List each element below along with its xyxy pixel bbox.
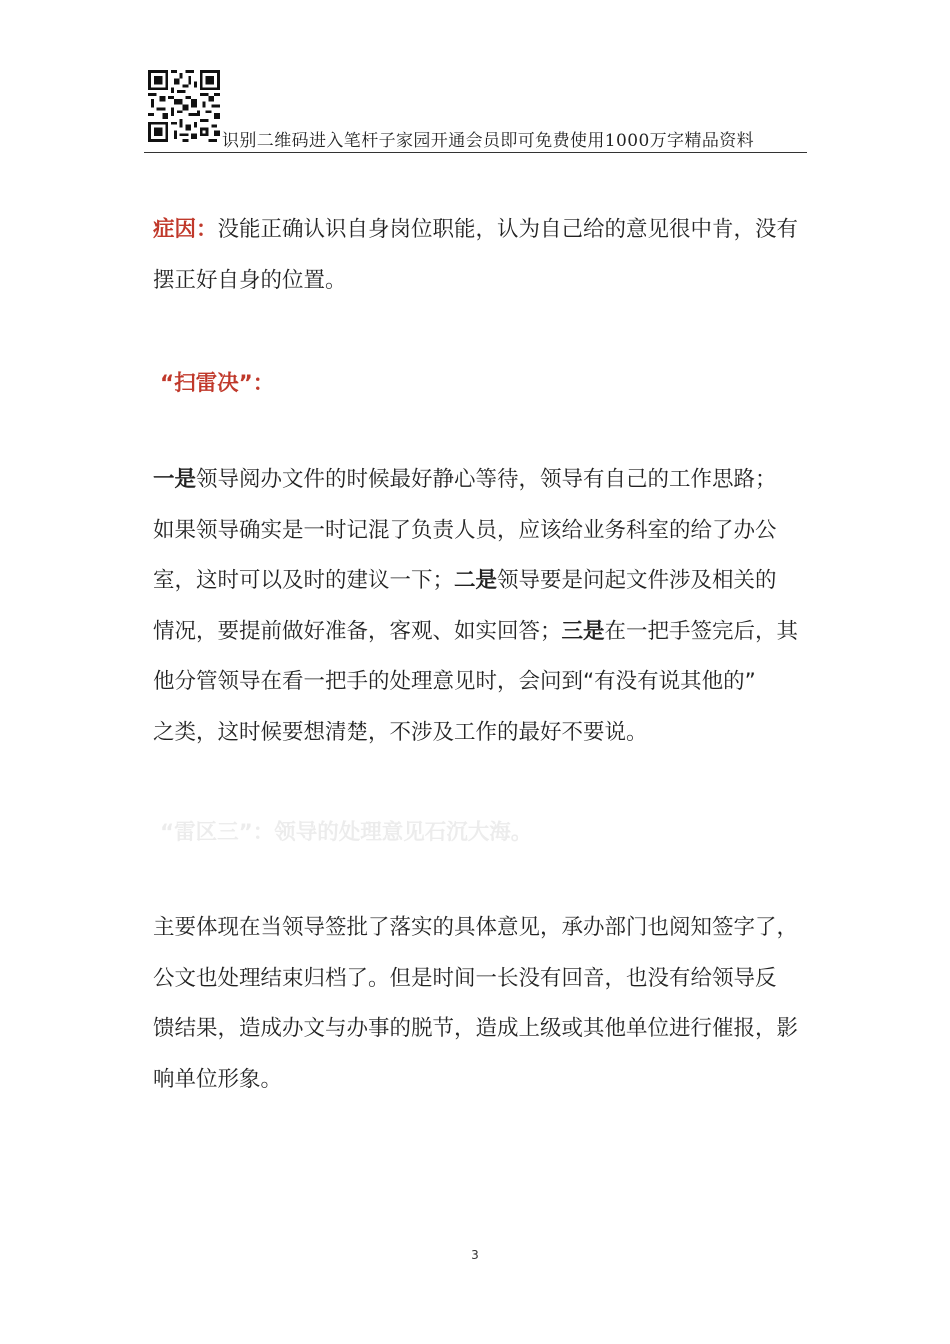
body-line-3: 馈结果，造成办文与办事的脱节，造成上级或其他单位进行催报，影 xyxy=(153,1016,799,1041)
header-promo-text: 识别二维码进入笔杆子家园开通会员即可免费使用1000万字精品资料 xyxy=(222,131,755,151)
remedy-point-2: 二是 xyxy=(454,568,498,593)
page-number: 3 xyxy=(471,1248,479,1262)
remedy-text: 情况，要提前做好准备，客观、如实回答； xyxy=(153,618,562,644)
remedy-paragraph xyxy=(153,455,803,758)
remedy-text: 室，这时可以及时的建议一下； xyxy=(153,568,455,593)
body-line-1: 主要体现在当领导签批了落实的具体意见，承办部门也阅知签字了， xyxy=(153,915,799,940)
body-line-2: 公文也处理结束归档了。但是时间一长没有回音，也没有给领导反 xyxy=(153,965,777,991)
cause-text: 没能正确认识自身岗位职能，认为自己给的意见很中肯，没有 xyxy=(217,217,799,242)
cause-line-2: 摆正好自身的位置。 xyxy=(153,267,347,293)
remedy-line-4 xyxy=(153,607,803,658)
remedy-line-2: 如果领导确实是一时记混了负责人员，应该给业务科室的给了办公 xyxy=(153,517,777,543)
remedy-point-3: 三是 xyxy=(561,618,605,644)
remedy-point-1: 一是 xyxy=(153,467,197,492)
cause-label: 症因： xyxy=(153,217,218,242)
body-line-4: 响单位形象。 xyxy=(153,1066,283,1092)
remedy-text: 领导阅办文件的时候最好静心等待，领导有自己的工作思路； xyxy=(196,467,777,492)
cause-line-1 xyxy=(153,205,803,256)
cause-paragraph xyxy=(153,205,803,306)
qr-code-icon xyxy=(148,70,220,142)
remedy-text: 在一把手签完后，其 xyxy=(604,618,799,644)
remedy-line-1 xyxy=(153,455,803,506)
section-heading: “扫雷决”： xyxy=(160,371,275,396)
faint-section-heading: “雷区三”：领导的处理意见石沉大海。 xyxy=(160,820,533,845)
remedy-line-6: 之类，这时候要想清楚，不涉及工作的最好不要说。 xyxy=(153,719,648,745)
remedy-line-5: 他分管领导在看一把手的处理意见时，会问到“有没有说其他的” xyxy=(153,669,756,694)
header-divider xyxy=(144,152,807,153)
remedy-text: 领导要是问起文件涉及相关的 xyxy=(497,568,777,593)
body-paragraph xyxy=(153,903,803,1105)
remedy-line-3 xyxy=(153,556,803,607)
